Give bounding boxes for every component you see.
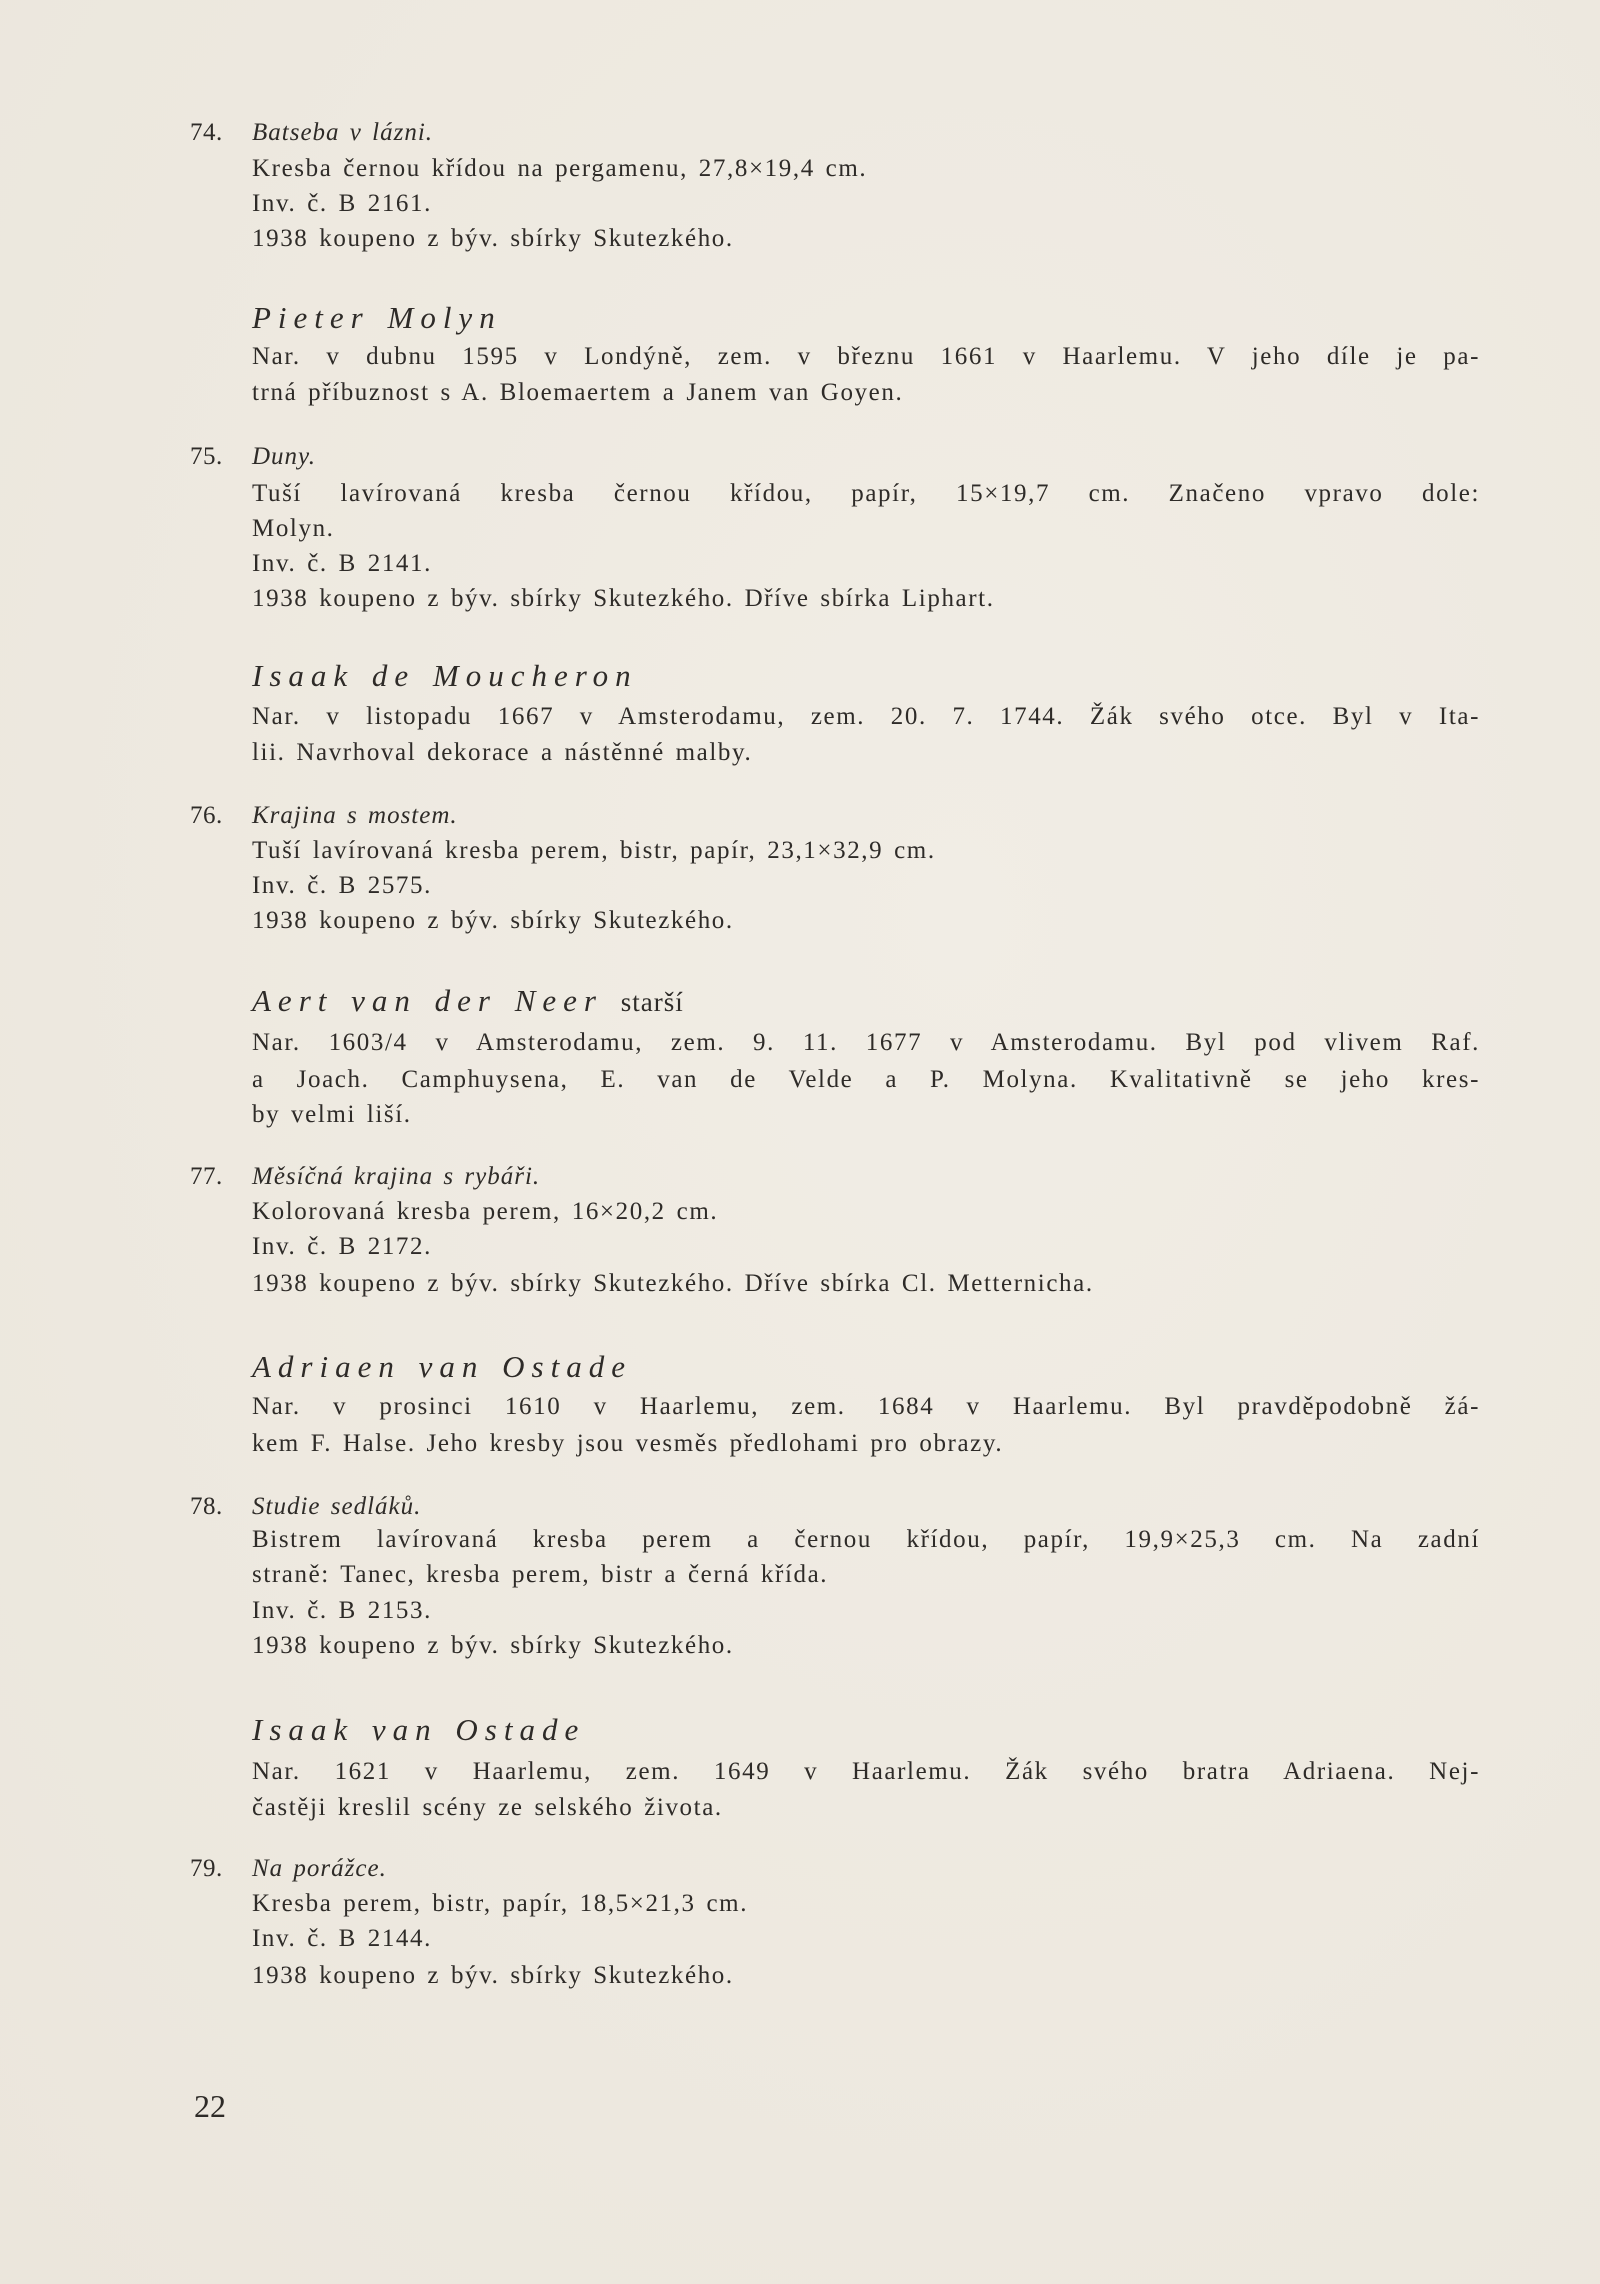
line-text: Nar. v listopadu 1667 v Amsterodamu, zem. 20. 7. 1744. Žák svého otce. Byl v Ita- — [252, 703, 1480, 730]
line-text: Tuší lavírovaná kresba perem, bistr, papír, 23,1×32,9 cm. — [252, 837, 936, 864]
entry-text-line — [252, 582, 1480, 616]
line-text: 1938 koupeno z býv. sbírky Skutezkého. — [252, 1962, 734, 1989]
line-text: lii. Navrhoval dekorace a nástěnné malby. — [252, 739, 753, 766]
line-text: Inv. č. B 2161. — [252, 190, 432, 217]
line-text: 1938 koupeno z býv. sbírky Skutezkého. — [252, 1632, 734, 1659]
entry-title — [252, 799, 1480, 833]
entry-text-line — [252, 1427, 1480, 1461]
line-text: Aert van der Neer — [252, 983, 603, 1018]
line-text: kem F. Halse. Jeho kresby jsou vesměs předlohami pro obrazy. — [252, 1430, 1004, 1457]
line-text: Nar. 1621 v Haarlemu, zem. 1649 v Haarlemu. Žák svého bratra Adriaena. Nej- — [252, 1758, 1480, 1785]
line-text: Studie sedláků. — [252, 1493, 422, 1520]
artist-heading — [252, 1347, 1480, 1387]
line-text: Adriaen van Ostade — [252, 1349, 632, 1384]
line-text: 1938 koupeno z býv. sbírky Skutezkého. — [252, 907, 734, 934]
entry-number: 79. — [190, 1855, 223, 1882]
entry-text-line — [252, 904, 1480, 938]
entry-text-line — [252, 700, 1480, 734]
line-text: Kresba perem, bistr, papír, 18,5×21,3 cm. — [252, 1890, 749, 1917]
entry-text-line — [252, 187, 1480, 221]
line-text: Inv. č. B 2575. — [252, 872, 432, 899]
line-text: Isaak van Ostade — [252, 1712, 586, 1747]
entry-text-line — [252, 1755, 1480, 1789]
line-text: Kolorovaná kresba perem, 16×20,2 cm. — [252, 1198, 719, 1225]
entry-title — [252, 116, 1480, 150]
artist-heading — [252, 1710, 1480, 1750]
entry-text-line — [252, 1230, 1480, 1264]
line-text: 1938 koupeno z býv. sbírky Skutezkého. — [252, 225, 734, 252]
line-text: Bistrem lavírovaná kresba perem a černou křídou, papír, 19,9×25,3 cm. Na zadní — [252, 1526, 1480, 1553]
line-text: častěji kreslil scény ze selského života. — [252, 1794, 723, 1821]
line-text: Inv. č. B 2141. — [252, 550, 432, 577]
line-text: Nar. v dubnu 1595 v Londýně, zem. v březnu 1661 v Haarlemu. V jeho díle je pa- — [252, 343, 1480, 370]
entry-text-line — [252, 1887, 1480, 1921]
entry-text-line — [252, 834, 1480, 868]
entry-text-line — [252, 869, 1480, 903]
entry-text-line — [252, 1063, 1480, 1097]
line-text: Duny. — [252, 443, 317, 470]
line-text: Pieter Molyn — [252, 300, 502, 335]
artist-heading — [252, 981, 1480, 1022]
entry-text-line — [252, 1523, 1480, 1557]
page-number: 22 — [194, 2088, 226, 2124]
entry-number: 75. — [190, 443, 223, 470]
entry-text-line — [252, 1558, 1480, 1592]
entry-text-line — [252, 1026, 1480, 1060]
entry-text-line — [252, 376, 1480, 410]
line-text: Inv. č. B 2144. — [252, 1925, 432, 1952]
line-text: trná příbuznost s A. Bloemaertem a Janem van Goyen. — [252, 379, 904, 406]
entry-number: 76. — [190, 802, 223, 829]
line-text: Tuší lavírovaná kresba černou křídou, papír, 15×19,7 cm. Značeno vpravo dole: — [252, 480, 1480, 507]
entry-title — [252, 440, 1480, 474]
line-text: Isaak de Moucheron — [252, 658, 638, 693]
entry-number: 78. — [190, 1493, 223, 1520]
line-text: Inv. č. B 2153. — [252, 1597, 432, 1624]
line-text: Batseba v lázni. — [252, 119, 434, 146]
entry-text-line — [252, 477, 1480, 511]
entry-title — [252, 1490, 1480, 1524]
entry-text-line — [252, 340, 1480, 374]
entry-text-line — [252, 1098, 1480, 1132]
entry-text-line — [252, 1195, 1480, 1229]
artist-suffix: starší — [620, 987, 684, 1017]
entry-title — [252, 1160, 1480, 1194]
entry-title — [252, 1852, 1480, 1886]
entry-text-line — [252, 1629, 1480, 1663]
entry-number: 74. — [190, 119, 223, 146]
line-text: 1938 koupeno z býv. sbírky Skutezkého. Dříve sbírka Cl. Metternicha. — [252, 1270, 1094, 1297]
entry-text-line — [252, 736, 1480, 770]
entry-text-line — [252, 512, 1480, 546]
entry-text-line — [252, 152, 1480, 186]
entry-text-line — [252, 1267, 1480, 1301]
line-text: Na porážce. — [252, 1855, 387, 1882]
artist-heading — [252, 656, 1480, 696]
entry-text-line — [252, 1959, 1480, 1993]
line-text: Nar. v prosinci 1610 v Haarlemu, zem. 1684 v Haarlemu. Byl pravděpodobně žá- — [252, 1393, 1480, 1420]
line-text: Měsíčná krajina s rybáři. — [252, 1163, 541, 1190]
entry-text-line — [252, 1594, 1480, 1628]
line-text: Krajina s mostem. — [252, 802, 458, 829]
line-text: a Joach. Camphuysena, E. van de Velde a P. Molyna. Kvalitativně se jeho kres- — [252, 1066, 1480, 1093]
entry-text-line — [252, 222, 1480, 256]
artist-heading — [252, 298, 1480, 338]
entry-text-line — [252, 547, 1480, 581]
entry-text-line — [252, 1791, 1480, 1825]
entry-text-line — [252, 1922, 1480, 1956]
line-text: 1938 koupeno z býv. sbírky Skutezkého. Dříve sbírka Liphart. — [252, 585, 995, 612]
line-text: by velmi liší. — [252, 1101, 412, 1128]
line-text: Nar. 1603/4 v Amsterodamu, zem. 9. 11. 1677 v Amsterodamu. Byl pod vlivem Raf. — [252, 1029, 1480, 1056]
line-text: Kresba černou křídou na pergamenu, 27,8×19,4 cm. — [252, 155, 868, 182]
line-text: Molyn. — [252, 515, 335, 542]
entry-number: 77. — [190, 1163, 223, 1190]
entry-text-line — [252, 1390, 1480, 1424]
line-text: Inv. č. B 2172. — [252, 1233, 432, 1260]
line-text: straně: Tanec, kresba perem, bistr a černá křída. — [252, 1561, 829, 1588]
